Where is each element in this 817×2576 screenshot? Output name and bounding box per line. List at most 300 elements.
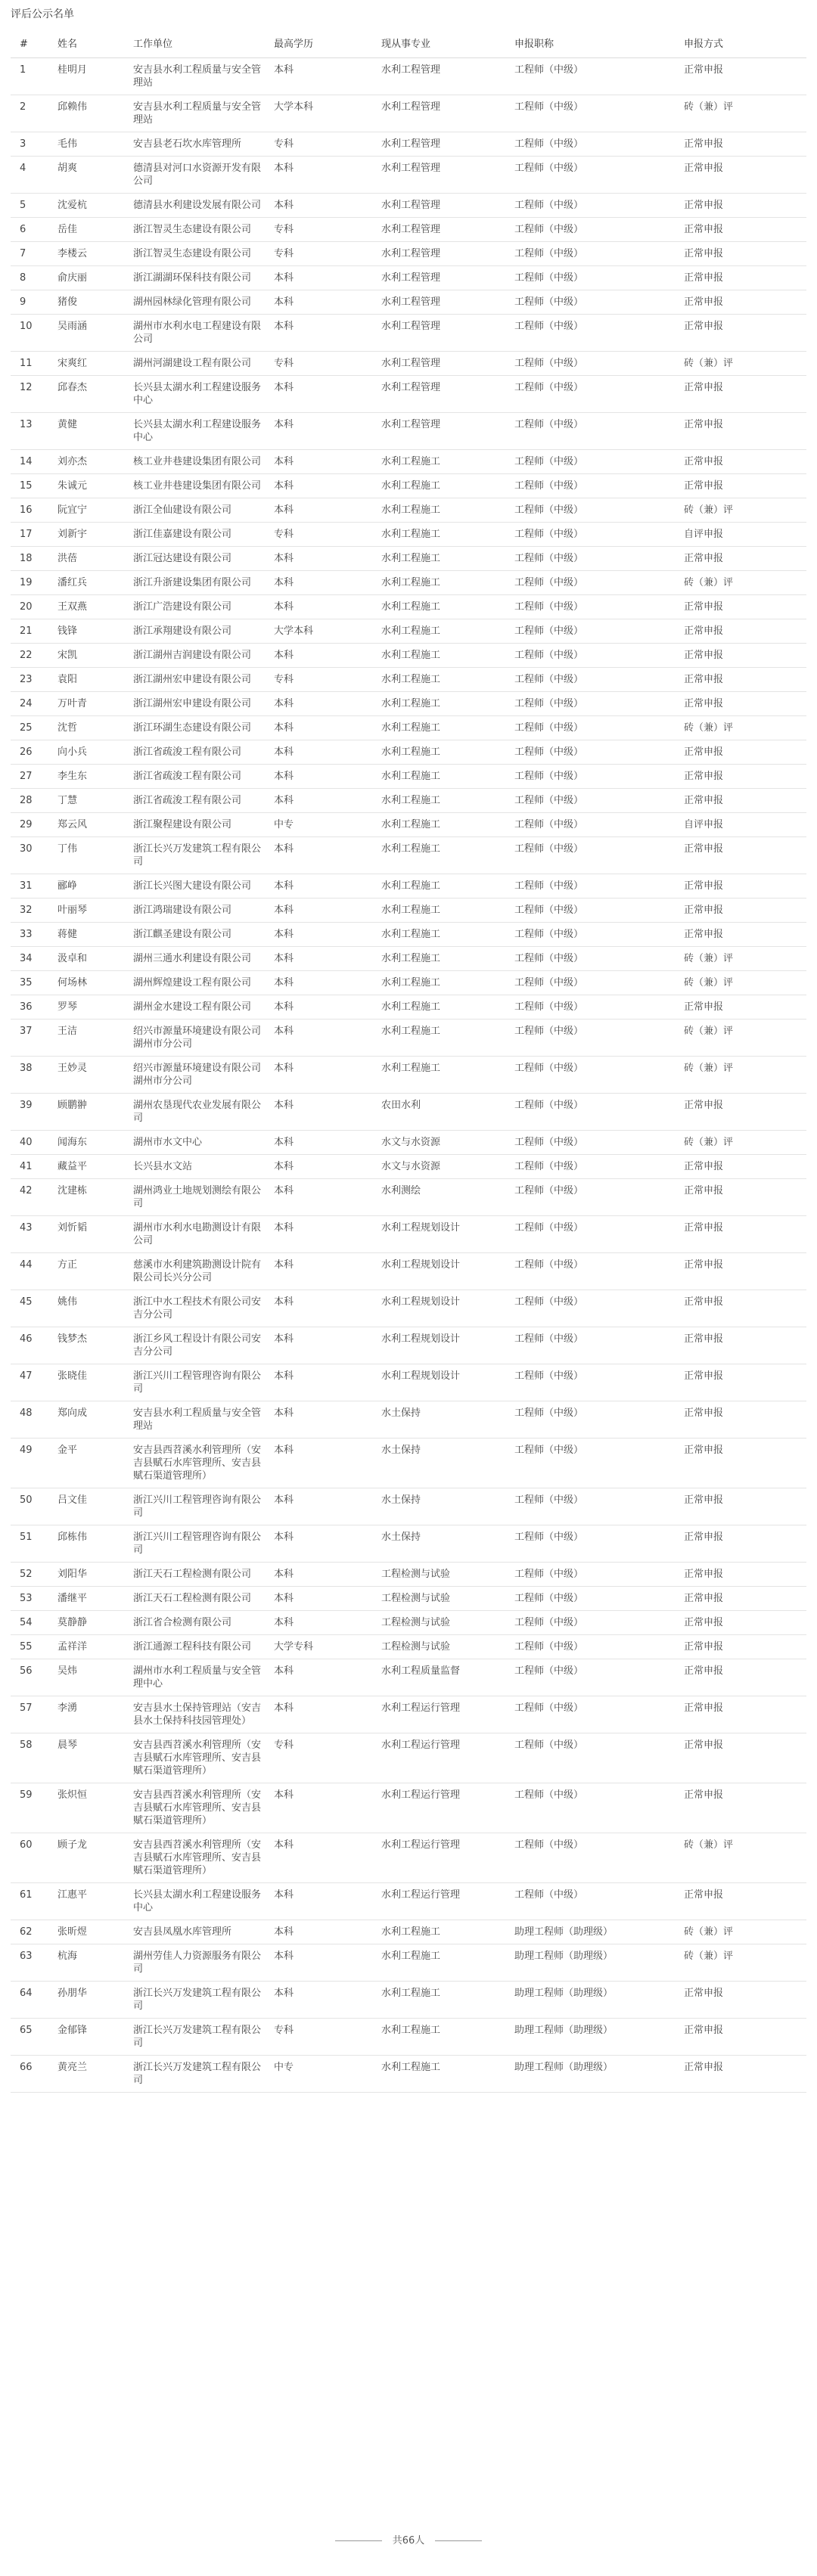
cell-employer: 浙江中水工程技术有限公司安吉分公司: [133, 1290, 274, 1327]
cell-application-method: 正常申报: [684, 1094, 806, 1131]
cell-title-applied: 工程师（中级）: [514, 523, 684, 547]
cell-employer: 湖州河湖建设工程有限公司: [133, 352, 274, 376]
cell-employer: 浙江兴川工程管理咨询有限公司: [133, 1525, 274, 1563]
cell-index: 10: [11, 315, 57, 352]
cell-education: 本科: [274, 571, 381, 595]
cell-employer: 安吉县西苕溪水利管理所（安吉县赋石水库管理所、安吉县赋石渠道管理所）: [133, 1733, 274, 1783]
cell-title-applied: 工程师（中级）: [514, 789, 684, 813]
table-row: [11, 1733, 806, 1783]
table-row: [11, 474, 806, 498]
cell-employer: 湖州农垦现代农业发展有限公司: [133, 1094, 274, 1131]
cell-application-method: 正常申报: [684, 1327, 806, 1364]
cell-specialty: 水利工程施工: [381, 1920, 514, 1944]
cell-application-method: 正常申报: [684, 1216, 806, 1253]
cell-application-method: 砖（兼）评: [684, 947, 806, 971]
cell-title-applied: 工程师（中级）: [514, 1094, 684, 1131]
cell-index: 40: [11, 1131, 57, 1155]
cell-index: 38: [11, 1057, 57, 1094]
cell-title-applied: 工程师（中级）: [514, 765, 684, 789]
table-row: [11, 1587, 806, 1611]
cell-index: 50: [11, 1488, 57, 1525]
cell-name: 罗琴: [57, 995, 133, 1020]
cell-employer: 浙江环湖生态建设有限公司: [133, 716, 274, 740]
cell-name: 王洁: [57, 1020, 133, 1057]
cell-application-method: 正常申报: [684, 1733, 806, 1783]
cell-title-applied: 工程师（中级）: [514, 1611, 684, 1635]
cell-application-method: 正常申报: [684, 1290, 806, 1327]
cell-index: 17: [11, 523, 57, 547]
cell-application-method: 正常申报: [684, 668, 806, 692]
cell-name: 蒋健: [57, 923, 133, 947]
cell-name: 王双燕: [57, 595, 133, 619]
cell-index: 55: [11, 1635, 57, 1659]
cell-application-method: 正常申报: [684, 1659, 806, 1696]
cell-education: 本科: [274, 498, 381, 523]
cell-specialty: 水利工程规划设计: [381, 1253, 514, 1290]
table-row: [11, 1401, 806, 1439]
cell-specialty: 水利工程施工: [381, 874, 514, 898]
cell-specialty: 水利工程运行管理: [381, 1883, 514, 1920]
cell-title-applied: 工程师（中级）: [514, 1253, 684, 1290]
cell-education: 本科: [274, 547, 381, 571]
cell-name: 张炽恒: [57, 1783, 133, 1833]
cell-application-method: 正常申报: [684, 157, 806, 194]
cell-employer: 湖州三通水利建设有限公司: [133, 947, 274, 971]
cell-title-applied: 工程师（中级）: [514, 947, 684, 971]
cell-employer: 浙江湖州宏申建设有限公司: [133, 692, 274, 716]
cell-application-method: 砖（兼）评: [684, 716, 806, 740]
cell-application-method: 正常申报: [684, 1253, 806, 1290]
cell-specialty: 水利工程质量监督: [381, 1659, 514, 1696]
table-row: [11, 1563, 806, 1587]
cell-specialty: 工程检测与试验: [381, 1563, 514, 1587]
table-row: [11, 692, 806, 716]
cell-name: 李生东: [57, 765, 133, 789]
column-header-name: 姓名: [57, 35, 133, 58]
roster-table: [11, 35, 806, 2093]
total-count-footer: [0, 2532, 817, 2547]
cell-name: 丁慧: [57, 789, 133, 813]
cell-index: 29: [11, 813, 57, 837]
cell-title-applied: 工程师（中级）: [514, 1696, 684, 1733]
cell-title-applied: 工程师（中级）: [514, 1155, 684, 1179]
cell-title-applied: 工程师（中级）: [514, 898, 684, 923]
cell-specialty: 水利工程规划设计: [381, 1364, 514, 1401]
cell-employer: 安吉县凤凰水库管理所: [133, 1920, 274, 1944]
cell-application-method: 正常申报: [684, 1611, 806, 1635]
cell-education: 本科: [274, 1563, 381, 1587]
cell-index: 13: [11, 413, 57, 450]
cell-employer: 湖州鸿业土地规划测绘有限公司: [133, 1179, 274, 1216]
cell-specialty: 农田水利: [381, 1094, 514, 1131]
cell-application-method: 正常申报: [684, 1488, 806, 1525]
cell-name: 江惠平: [57, 1883, 133, 1920]
cell-employer: 浙江省疏浚工程有限公司: [133, 765, 274, 789]
cell-title-applied: 工程师（中级）: [514, 1563, 684, 1587]
table-row: [11, 874, 806, 898]
cell-name: 刘阳华: [57, 1563, 133, 1587]
cell-education: 本科: [274, 1920, 381, 1944]
cell-application-method: 砖（兼）评: [684, 1020, 806, 1057]
cell-index: 65: [11, 2019, 57, 2056]
column-header-specialty: 现从事专业: [381, 35, 514, 58]
cell-employer: 湖州园林绿化管理有限公司: [133, 290, 274, 315]
cell-application-method: 正常申报: [684, 474, 806, 498]
cell-employer: 浙江智灵生态建设有限公司: [133, 242, 274, 266]
cell-name: 方正: [57, 1253, 133, 1290]
table-row: [11, 1833, 806, 1883]
cell-application-method: 正常申报: [684, 692, 806, 716]
table-row: [11, 995, 806, 1020]
cell-application-method: 正常申报: [684, 242, 806, 266]
cell-title-applied: 助理工程师（助理级）: [514, 1920, 684, 1944]
cell-index: 63: [11, 1944, 57, 1982]
cell-employer: 长兴县太湖水利工程建设服务中心: [133, 413, 274, 450]
cell-specialty: 水利工程管理: [381, 290, 514, 315]
cell-specialty: 水利工程管理: [381, 132, 514, 157]
cell-title-applied: 助理工程师（助理级）: [514, 1944, 684, 1982]
cell-name: 金平: [57, 1439, 133, 1488]
cell-education: 本科: [274, 692, 381, 716]
table-row: [11, 1883, 806, 1920]
cell-specialty: 水利工程施工: [381, 619, 514, 644]
footer-divider-right: [435, 2540, 482, 2541]
cell-name: 胡爽: [57, 157, 133, 194]
cell-application-method: 正常申报: [684, 413, 806, 450]
cell-index: 18: [11, 547, 57, 571]
cell-application-method: 正常申报: [684, 789, 806, 813]
cell-title-applied: 工程师（中级）: [514, 95, 684, 132]
cell-application-method: 自评申报: [684, 523, 806, 547]
cell-employer: 安吉县老石坎水库管理所: [133, 132, 274, 157]
cell-application-method: 砖（兼）评: [684, 971, 806, 995]
cell-education: 本科: [274, 290, 381, 315]
table-row: [11, 971, 806, 995]
cell-index: 60: [11, 1833, 57, 1883]
cell-employer: 浙江聚程建设有限公司: [133, 813, 274, 837]
cell-employer: 浙江广浩建设有限公司: [133, 595, 274, 619]
cell-specialty: 工程检测与试验: [381, 1587, 514, 1611]
table-row: [11, 947, 806, 971]
cell-index: 11: [11, 352, 57, 376]
cell-title-applied: 工程师（中级）: [514, 450, 684, 474]
cell-index: 36: [11, 995, 57, 1020]
cell-employer: 浙江承翔建设有限公司: [133, 619, 274, 644]
cell-employer: 安吉县水土保持管理站（安吉县水土保持科技园管理处）: [133, 1696, 274, 1733]
table-row: [11, 218, 806, 242]
cell-specialty: 水利工程施工: [381, 644, 514, 668]
cell-employer: 长兴县太湖水利工程建设服务中心: [133, 1883, 274, 1920]
cell-education: 本科: [274, 1216, 381, 1253]
cell-title-applied: 工程师（中级）: [514, 352, 684, 376]
table-row: [11, 1611, 806, 1635]
cell-index: 56: [11, 1659, 57, 1696]
cell-application-method: 砖（兼）评: [684, 1833, 806, 1883]
cell-specialty: 水利工程管理: [381, 218, 514, 242]
cell-name: 刘新宇: [57, 523, 133, 547]
footer-divider-left: [335, 2540, 382, 2541]
cell-education: 本科: [274, 1696, 381, 1733]
table-row: [11, 157, 806, 194]
cell-application-method: 正常申报: [684, 290, 806, 315]
table-row: [11, 1216, 806, 1253]
cell-index: 54: [11, 1611, 57, 1635]
cell-specialty: 水利工程施工: [381, 2056, 514, 2093]
cell-index: 66: [11, 2056, 57, 2093]
table-row: [11, 813, 806, 837]
cell-name: 吴炜: [57, 1659, 133, 1696]
table-row: [11, 413, 806, 450]
cell-specialty: 水利工程施工: [381, 2019, 514, 2056]
cell-application-method: 正常申报: [684, 644, 806, 668]
cell-name: 毛伟: [57, 132, 133, 157]
cell-name: 黄亮兰: [57, 2056, 133, 2093]
cell-name: 阮宜宁: [57, 498, 133, 523]
cell-specialty: 水利工程施工: [381, 789, 514, 813]
cell-specialty: 水文与水资源: [381, 1155, 514, 1179]
cell-title-applied: 工程师（中级）: [514, 413, 684, 450]
cell-index: 19: [11, 571, 57, 595]
cell-specialty: 水利工程施工: [381, 971, 514, 995]
cell-name: 汲卓和: [57, 947, 133, 971]
cell-specialty: 水利工程施工: [381, 716, 514, 740]
cell-employer: 浙江乡风工程设计有限公司安吉分公司: [133, 1327, 274, 1364]
cell-employer: 湖州金水建设工程有限公司: [133, 995, 274, 1020]
cell-index: 23: [11, 668, 57, 692]
cell-education: 本科: [274, 1883, 381, 1920]
cell-index: 42: [11, 1179, 57, 1216]
cell-application-method: 砖（兼）评: [684, 1057, 806, 1094]
cell-education: 本科: [274, 644, 381, 668]
cell-employer: 浙江升浙建设集团有限公司: [133, 571, 274, 595]
cell-index: 35: [11, 971, 57, 995]
cell-education: 本科: [274, 1179, 381, 1216]
cell-title-applied: 工程师（中级）: [514, 813, 684, 837]
table-row: [11, 376, 806, 413]
cell-specialty: 水利工程运行管理: [381, 1733, 514, 1783]
cell-application-method: 砖（兼）评: [684, 1920, 806, 1944]
cell-title-applied: 工程师（中级）: [514, 644, 684, 668]
cell-index: 12: [11, 376, 57, 413]
cell-education: 本科: [274, 1982, 381, 2019]
cell-education: 本科: [274, 1155, 381, 1179]
cell-title-applied: 工程师（中级）: [514, 1833, 684, 1883]
cell-education: 专科: [274, 1733, 381, 1783]
cell-index: 2: [11, 95, 57, 132]
cell-application-method: 正常申报: [684, 547, 806, 571]
table-row: [11, 1783, 806, 1833]
table-row: [11, 2056, 806, 2093]
cell-application-method: 正常申报: [684, 1883, 806, 1920]
cell-index: 21: [11, 619, 57, 644]
cell-index: 39: [11, 1094, 57, 1131]
cell-education: 中专: [274, 813, 381, 837]
cell-education: 大学本科: [274, 619, 381, 644]
cell-title-applied: 助理工程师（助理级）: [514, 2019, 684, 2056]
cell-name: 宋凯: [57, 644, 133, 668]
cell-education: 大学专科: [274, 1635, 381, 1659]
cell-title-applied: 工程师（中级）: [514, 971, 684, 995]
cell-name: 李湧: [57, 1696, 133, 1733]
table-row: [11, 58, 806, 95]
cell-title-applied: 工程师（中级）: [514, 1488, 684, 1525]
cell-application-method: 正常申报: [684, 315, 806, 352]
cell-employer: 湖州市水利水电工程建设有限公司: [133, 315, 274, 352]
cell-name: 闻海东: [57, 1131, 133, 1155]
cell-name: 黄健: [57, 413, 133, 450]
cell-title-applied: 工程师（中级）: [514, 716, 684, 740]
cell-education: 本科: [274, 315, 381, 352]
cell-application-method: 正常申报: [684, 2056, 806, 2093]
cell-education: 大学本科: [274, 95, 381, 132]
cell-title-applied: 工程师（中级）: [514, 157, 684, 194]
cell-specialty: 水利工程施工: [381, 498, 514, 523]
table-row: [11, 2019, 806, 2056]
table-row: [11, 1525, 806, 1563]
cell-name: 杭海: [57, 1944, 133, 1982]
cell-name: 洪蓓: [57, 547, 133, 571]
cell-education: 专科: [274, 132, 381, 157]
cell-title-applied: 工程师（中级）: [514, 132, 684, 157]
cell-specialty: 水利工程施工: [381, 740, 514, 765]
table-row: [11, 571, 806, 595]
cell-specialty: 水利工程管理: [381, 413, 514, 450]
cell-education: 本科: [274, 1401, 381, 1439]
cell-index: 49: [11, 1439, 57, 1488]
table-row: [11, 242, 806, 266]
cell-name: 邱赖伟: [57, 95, 133, 132]
cell-index: 48: [11, 1401, 57, 1439]
cell-title-applied: 工程师（中级）: [514, 668, 684, 692]
cell-education: 本科: [274, 898, 381, 923]
cell-employer: 安吉县西苕溪水利管理所（安吉县赋石水库管理所、安吉县赋石渠道管理所）: [133, 1439, 274, 1488]
cell-specialty: 水利工程施工: [381, 995, 514, 1020]
cell-name: 万叶青: [57, 692, 133, 716]
column-header-employer: 工作单位: [133, 35, 274, 58]
table-row: [11, 619, 806, 644]
cell-application-method: 正常申报: [684, 898, 806, 923]
cell-index: 59: [11, 1783, 57, 1833]
cell-education: 本科: [274, 194, 381, 218]
cell-education: 本科: [274, 995, 381, 1020]
cell-index: 51: [11, 1525, 57, 1563]
cell-title-applied: 助理工程师（助理级）: [514, 2056, 684, 2093]
cell-title-applied: 工程师（中级）: [514, 1783, 684, 1833]
cell-specialty: 水利工程施工: [381, 474, 514, 498]
cell-employer: 浙江鸿瑞建设有限公司: [133, 898, 274, 923]
cell-application-method: 正常申报: [684, 1439, 806, 1488]
cell-education: 专科: [274, 523, 381, 547]
cell-name: 猪俊: [57, 290, 133, 315]
cell-employer: 浙江兴川工程管理咨询有限公司: [133, 1364, 274, 1401]
cell-name: 刘亦杰: [57, 450, 133, 474]
cell-employer: 浙江兴川工程管理咨询有限公司: [133, 1488, 274, 1525]
cell-application-method: 正常申报: [684, 1696, 806, 1733]
cell-specialty: 水利工程运行管理: [381, 1783, 514, 1833]
cell-title-applied: 工程师（中级）: [514, 740, 684, 765]
cell-name: 郦峥: [57, 874, 133, 898]
cell-index: 6: [11, 218, 57, 242]
table-row: [11, 523, 806, 547]
cell-application-method: 正常申报: [684, 923, 806, 947]
table-row: [11, 450, 806, 474]
cell-education: 本科: [274, 1439, 381, 1488]
cell-employer: 浙江湖湖环保科技有限公司: [133, 266, 274, 290]
table-row: [11, 716, 806, 740]
table-row: [11, 1179, 806, 1216]
table-row: [11, 789, 806, 813]
table-row: [11, 1696, 806, 1733]
cell-name: 桂明月: [57, 58, 133, 95]
table-row: [11, 1290, 806, 1327]
cell-index: 1: [11, 58, 57, 95]
cell-application-method: 正常申报: [684, 1401, 806, 1439]
cell-application-method: 正常申报: [684, 1783, 806, 1833]
cell-employer: 浙江长兴万发建筑工程有限公司: [133, 2056, 274, 2093]
cell-index: 47: [11, 1364, 57, 1401]
cell-title-applied: 工程师（中级）: [514, 547, 684, 571]
table-row: [11, 547, 806, 571]
cell-title-applied: 工程师（中级）: [514, 1401, 684, 1439]
cell-employer: 德清县对河口水资源开发有限公司: [133, 157, 274, 194]
table-row: [11, 1253, 806, 1290]
table-row: [11, 837, 806, 874]
column-header-education: 最高学历: [274, 35, 381, 58]
cell-name: 袁阳: [57, 668, 133, 692]
cell-application-method: 正常申报: [684, 619, 806, 644]
cell-title-applied: 工程师（中级）: [514, 1020, 684, 1057]
cell-employer: 安吉县水利工程质量与安全管理站: [133, 58, 274, 95]
cell-title-applied: 工程师（中级）: [514, 58, 684, 95]
table-row: [11, 266, 806, 290]
cell-education: 本科: [274, 474, 381, 498]
cell-application-method: 正常申报: [684, 266, 806, 290]
cell-education: 本科: [274, 837, 381, 874]
table-row: [11, 95, 806, 132]
cell-application-method: 砖（兼）评: [684, 1131, 806, 1155]
cell-name: 姚伟: [57, 1290, 133, 1327]
cell-application-method: 正常申报: [684, 765, 806, 789]
cell-index: 8: [11, 266, 57, 290]
cell-education: 本科: [274, 765, 381, 789]
cell-application-method: 自评申报: [684, 813, 806, 837]
table-row: [11, 1659, 806, 1696]
cell-employer: 浙江长兴图大建设有限公司: [133, 874, 274, 898]
cell-name: 张晓佳: [57, 1364, 133, 1401]
cell-specialty: 水利工程规划设计: [381, 1216, 514, 1253]
cell-index: 31: [11, 874, 57, 898]
cell-education: 中专: [274, 2056, 381, 2093]
cell-education: 专科: [274, 668, 381, 692]
cell-title-applied: 工程师（中级）: [514, 1327, 684, 1364]
cell-name: 郑云风: [57, 813, 133, 837]
cell-specialty: 水文与水资源: [381, 1131, 514, 1155]
table-row: [11, 194, 806, 218]
cell-application-method: 正常申报: [684, 450, 806, 474]
table-header-row: [11, 35, 806, 58]
cell-application-method: 正常申报: [684, 1563, 806, 1587]
cell-education: 本科: [274, 595, 381, 619]
table-row: [11, 898, 806, 923]
cell-specialty: 水利工程施工: [381, 547, 514, 571]
cell-title-applied: 工程师（中级）: [514, 1364, 684, 1401]
table-row: [11, 1327, 806, 1364]
cell-specialty: 水利测绘: [381, 1179, 514, 1216]
cell-specialty: 水利工程规划设计: [381, 1327, 514, 1364]
cell-specialty: 水土保持: [381, 1488, 514, 1525]
cell-title-applied: 工程师（中级）: [514, 1525, 684, 1563]
cell-education: 本科: [274, 1327, 381, 1364]
